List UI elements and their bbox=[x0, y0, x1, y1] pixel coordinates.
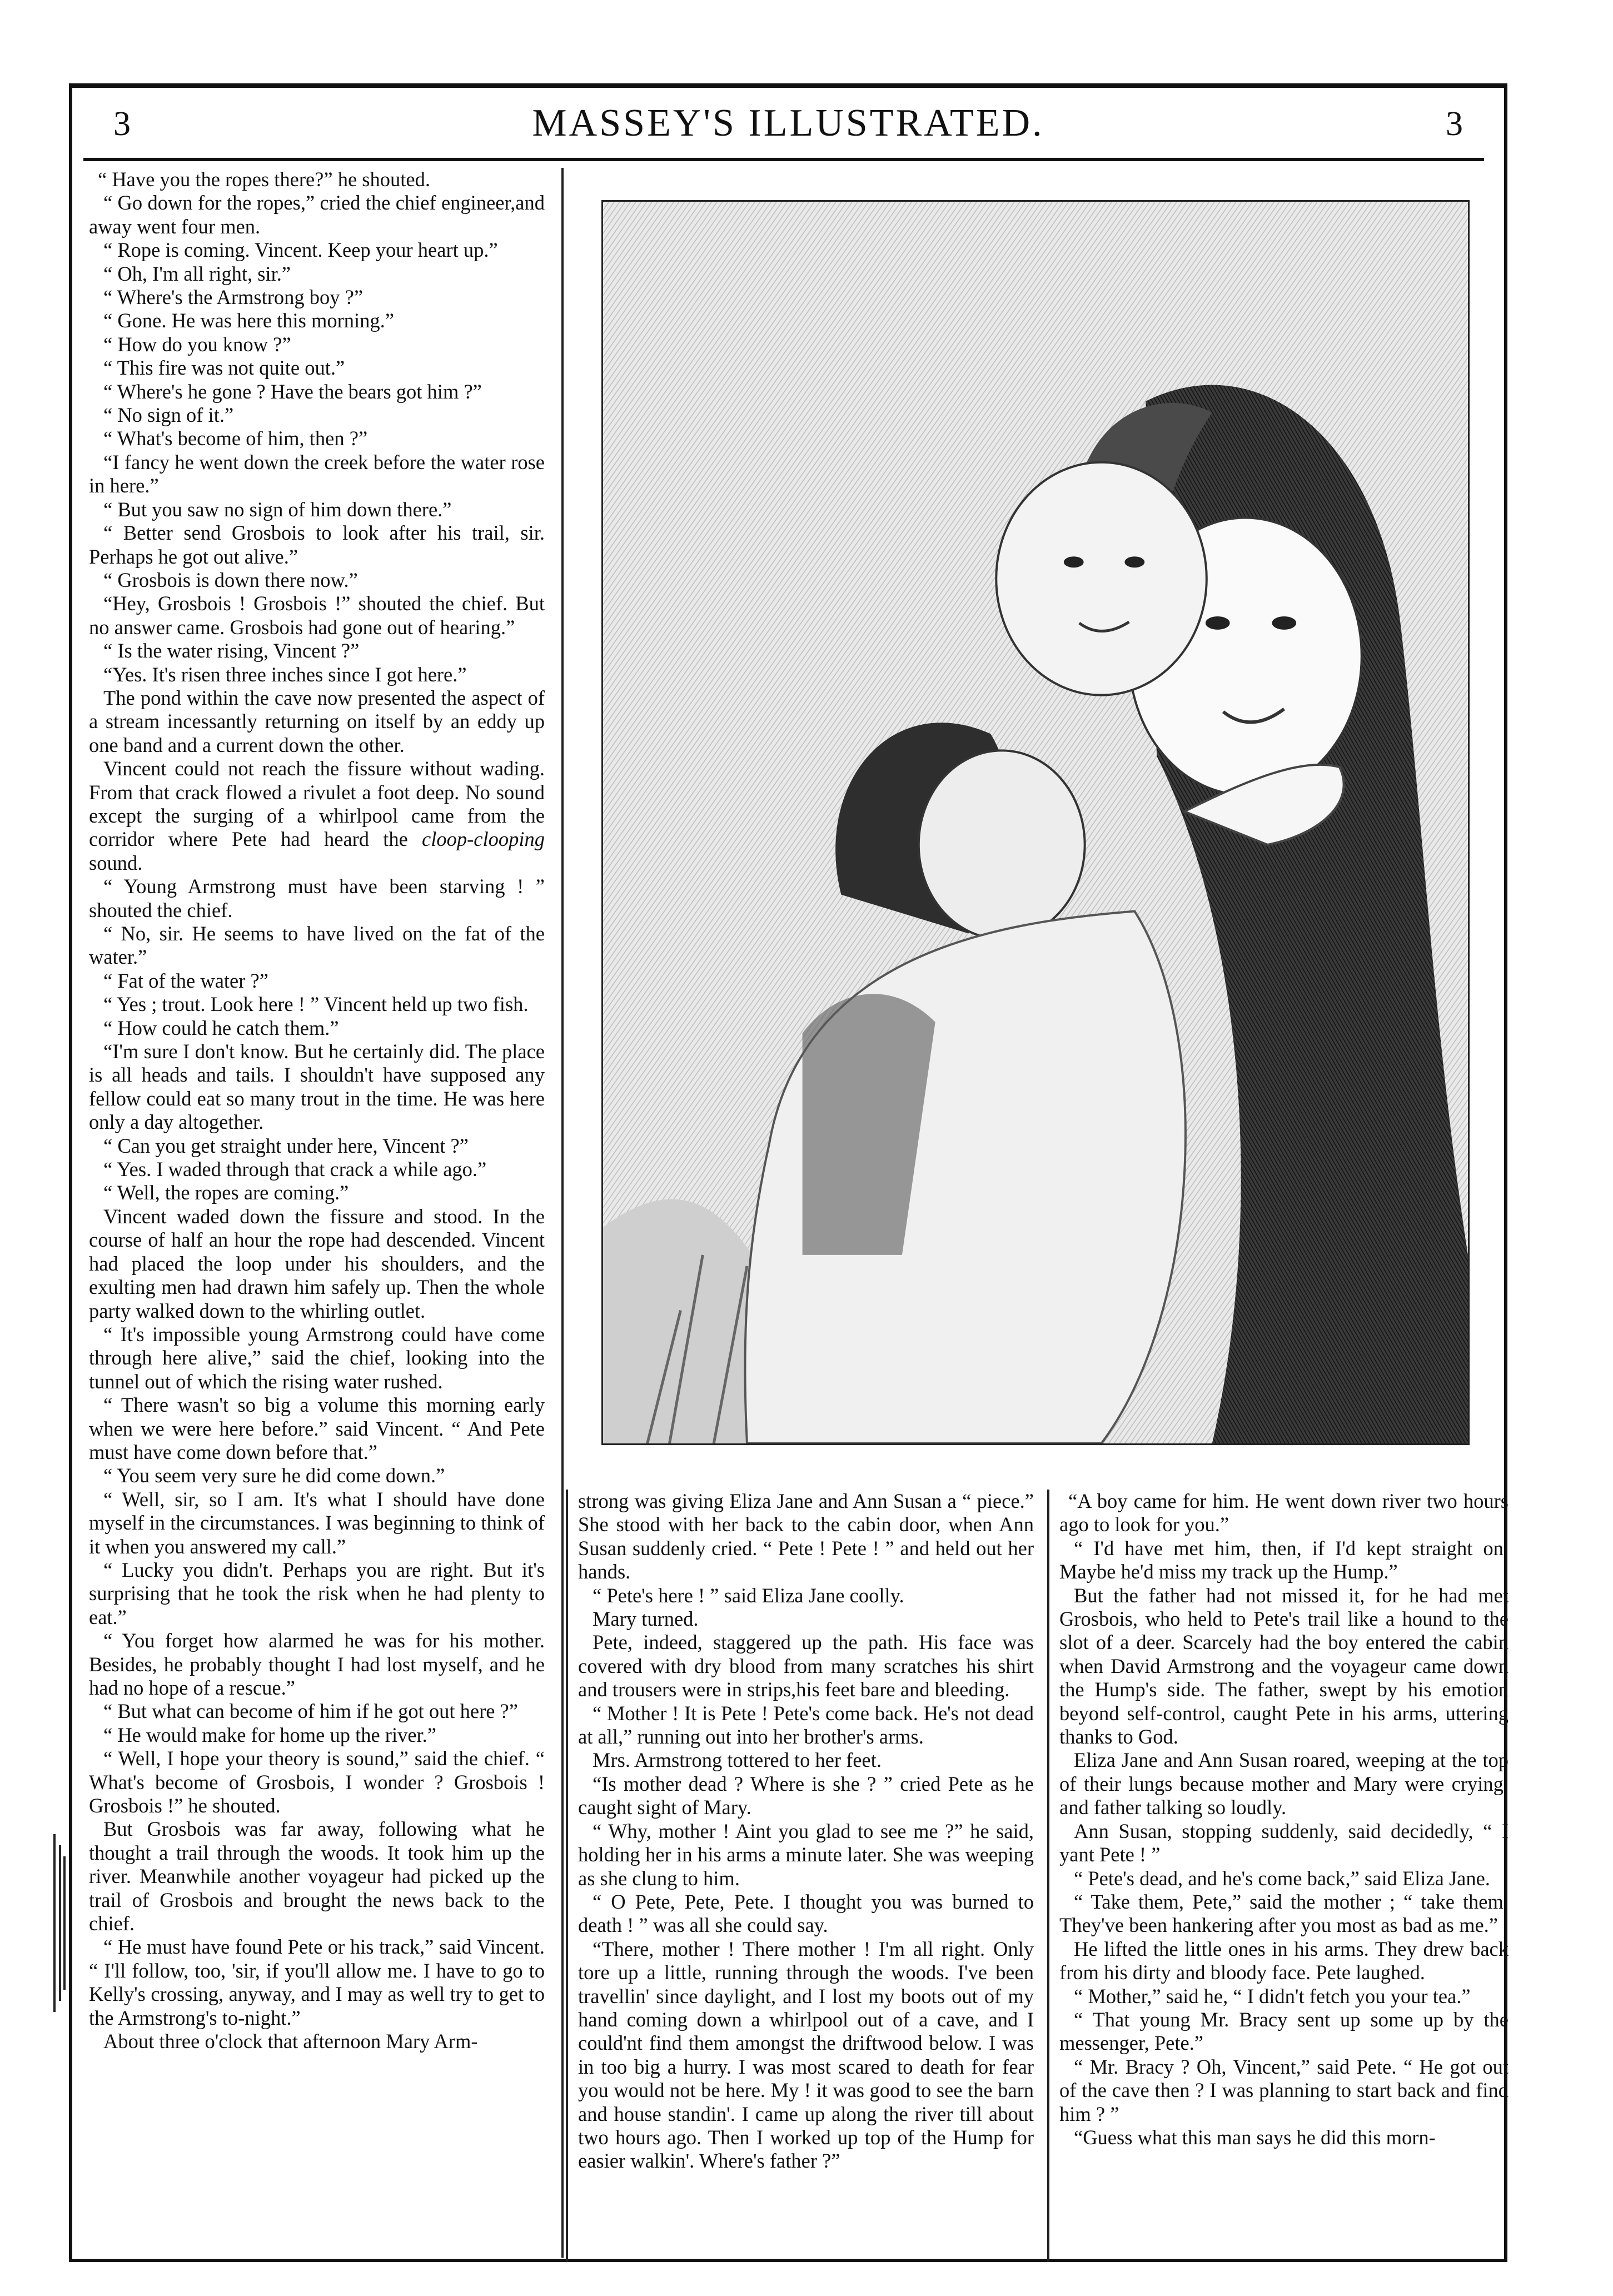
paragraph: “ Pete's here ! ” said Eliza Jane coolly. bbox=[593, 1583, 904, 1607]
page-number-right: 3 bbox=[1446, 105, 1463, 143]
paragraph: “ What's become of him, then ?” bbox=[103, 427, 368, 450]
page-number-left: 3 bbox=[113, 105, 131, 143]
column-rule-mid bbox=[566, 1490, 568, 2262]
paragraph: “A boy came for him. He went down river two hours ago to look for you.” bbox=[1059, 1490, 1509, 1536]
paragraph: “ How do you know ?” bbox=[103, 332, 291, 356]
paragraph: “ He must have found Pete or his track,” said Vincent. “ I'll follow, too, 'sir, if you'll allow me. I have to go to Kelly's crossing, anyway, and I may as well try to get to the Armstrong's to-night.” bbox=[89, 1935, 545, 2029]
right-text-column bbox=[1059, 1490, 1509, 2262]
paragraph: “ Oh, I'm all right, sir.” bbox=[103, 262, 291, 285]
paragraph: The pond within the cave now presented the aspect of a stream incessantly returning on itself by an eddy up one band and a current down the other. bbox=[89, 686, 545, 756]
paragraph: “ Mr. Bracy ? Oh, Vincent,” said Pete. “ He got out of the cave then ? I was planning to start back and find him ? ” bbox=[1059, 2055, 1509, 2125]
paragraph: “ Lucky you didn't. Perhaps you are right. But it's surprising that he took the risk when he had plenty to eat.” bbox=[89, 1558, 545, 1628]
paragraph: “ Well, sir, so I am. It's what I should have done myself in the circumstances. I was beginning to think of it when you answered my call.” bbox=[89, 1487, 545, 1558]
paragraph-with-italic bbox=[89, 757, 545, 875]
engraving-image bbox=[603, 202, 1468, 1443]
paragraph: “Hey, Grosbois ! Grosbois !” shouted the chief. But no answer came. Grosbois had gone out of hearing.” bbox=[89, 592, 545, 639]
paragraph: “ But you saw no sign of him down there.” bbox=[103, 497, 452, 521]
paragraph: Pete, indeed, staggered up the path. His face was covered with dry blood from many scratches his shirt and trousers were in strips,his feet bare and bleeding. bbox=[578, 1631, 1034, 1701]
paragraph: “ Take them, Pete,” said the mother ; “ take them. They've been hankering after you most as bad as me.” bbox=[1059, 1890, 1509, 1937]
paragraph: But Grosbois was far away, following what he thought a trail through the woods. It took him up the river. Meanwhile another voyageur had picked up the trail of Grosbois and brought the news back to the chief. bbox=[89, 1817, 545, 1935]
paragraph: About three o'clock that afternoon Mary Arm- bbox=[103, 2030, 478, 2053]
paragraph: strong was giving Eliza Jane and Ann Susan a “ piece.” She stood with her back to the cabin door, when Ann Susan suddenly cried. “ Pete ! Pete ! ” and held out her hands. bbox=[578, 1490, 1034, 1583]
illustration-three-children bbox=[601, 200, 1470, 1445]
paragraph-text: Vincent could not reach the fissure without wading. From that crack flowed a rivulet a foot deep. No sound except the surging of a whirlpool came from the corridor where Pete had heard the bbox=[89, 757, 545, 851]
paragraph: “ Yes ; trout. Look here ! ” Vincent held up two fish. bbox=[103, 993, 529, 1016]
paragraph: “I'm sure I don't know. But he certainly did. The place is all heads and tails. I shouldn't have supposed any fellow could eat so many trout in the time. He was here only a day altogether. bbox=[89, 1040, 545, 1134]
paragraph: “ No sign of it.” bbox=[103, 404, 234, 427]
paragraph: Ann Susan, stopping suddenly, said decidedly, “ I yant Pete ! ” bbox=[1059, 1819, 1509, 1866]
masthead-title: MASSEY'S ILLUSTRATED. bbox=[532, 102, 1044, 145]
page-header bbox=[69, 93, 1507, 155]
paragraph: “There, mother ! There mother ! I'm all right. Only tore up a little, running through the woods. I've been travellin' since daylight, and I lost my boots out of my hand coming down a whirlpool out of a cave, and I could'nt find them amongst the driftwood below. I was in too big a hurry. I was most scared to death for fear you would not be here. My ! it was good to see the barn and house standin'. I came up along the river till about two hours ago. Then I worked up top of the Hump for easier walkin'. Where's father ?” bbox=[578, 1937, 1034, 2173]
paragraph: “ He would make for home up the river.” bbox=[103, 1723, 437, 1746]
paragraph: “ Yes. I waded through that crack a while ago.” bbox=[103, 1158, 487, 1181]
paragraph: “I fancy he went down the creek before the water rose in here.” bbox=[89, 450, 545, 497]
paragraph: “ Well, I hope your theory is sound,” said the chief. “ What's become of Grosbois, I wonder ? Grosbois ! Grosbois !” he shouted. bbox=[89, 1747, 545, 1817]
paragraph: “ That young Mr. Bracy sent up some up by the messenger, Pete.” bbox=[1059, 2008, 1509, 2055]
italic-phrase: cloop-clooping bbox=[422, 828, 545, 851]
paragraph: Eliza Jane and Ann Susan roared, weeping at the top of their lungs because mother and Mary were crying, and father talking so loudly. bbox=[1059, 1749, 1509, 1819]
paragraph: “ How could he catch them.” bbox=[103, 1016, 339, 1039]
paragraph: “ Grosbois is down there now.” bbox=[103, 568, 358, 591]
paragraph: “ You forget how alarmed he was for his mother. Besides, he probably thought I had lost myself, and he had no hope of a rescue.” bbox=[89, 1629, 545, 1699]
paragraph: “Is mother dead ? Where is she ? ” cried Pete as he caught sight of Mary. bbox=[578, 1772, 1034, 1819]
paragraph: “ There wasn't so big a volume this morning early when we were here before.” said Vincent. “ And Pete must have come down before that.” bbox=[89, 1393, 545, 1463]
paragraph: “Yes. It's risen three inches since I got here.” bbox=[103, 663, 467, 686]
paragraph: “ Rope is coming. Vincent. Keep your heart up.” bbox=[103, 238, 498, 262]
paragraph: “ Mother ! It is Pete ! Pete's come back. He's not dead at all,” running out into her brother's arms. bbox=[578, 1701, 1034, 1749]
column-rule-right bbox=[1047, 1490, 1049, 2262]
paragraph: “ No, sir. He seems to have lived on the fat of the water.” bbox=[89, 922, 545, 969]
paragraph: “ Gone. He was here this morning.” bbox=[103, 309, 395, 332]
paragraph-tail: sound. bbox=[89, 851, 143, 874]
paragraph: “ Mother,” said he, “ I didn't fetch you your tea.” bbox=[1074, 1984, 1471, 2008]
left-text-column bbox=[89, 168, 545, 2258]
margin-bracket-mark bbox=[51, 1834, 67, 2012]
paragraph: “ You seem very sure he did come down.” bbox=[103, 1464, 445, 1487]
column-rule-left bbox=[561, 168, 564, 2258]
paragraph: “ Is the water rising, Vincent ?” bbox=[103, 639, 360, 663]
paragraph: “ Where's he gone ? Have the bears got him ?” bbox=[103, 380, 482, 403]
paragraph: Mrs. Armstrong tottered to her feet. bbox=[593, 1749, 882, 1772]
child-left-face bbox=[919, 750, 1085, 939]
paragraph: “ Why, mother ! Aint you glad to see me ?” he said, holding her in his arms a minute later. She was weeping as she clung to him. bbox=[578, 1819, 1034, 1890]
paragraph: “ Fat of the water ?” bbox=[103, 969, 268, 992]
boy-face-top bbox=[996, 462, 1207, 695]
paragraph: Mary turned. bbox=[593, 1607, 699, 1631]
paragraph: “ Pete's dead, and he's come back,” said Eliza Jane. bbox=[1074, 1866, 1490, 1890]
paragraph: “ Well, the ropes are coming.” bbox=[103, 1181, 349, 1204]
paragraph: “Guess what this man says he did this morn- bbox=[1074, 2125, 1436, 2149]
paragraph: He lifted the little ones in his arms. They drew back from his dirty and bloody face. Pete laughed. bbox=[1059, 1937, 1509, 1984]
paragraph: Vincent waded down the fissure and stood. In the course of half an hour the rope had descended. Vincent had placed the loop under his shoulders, and the exulting men had drawn him safely up. Then the whole party walked down to the whirling outlet. bbox=[89, 1204, 545, 1322]
paragraph: “ This fire was not quite out.” bbox=[103, 356, 345, 380]
header-rule bbox=[83, 158, 1484, 161]
paragraph: “ I'd have met him, then, if I'd kept straight on. Maybe he'd miss my track up the Hump.” bbox=[1059, 1536, 1509, 1583]
paragraph: “ But what can become of him if he got out here ?” bbox=[103, 1700, 518, 1723]
middle-text-column bbox=[578, 1490, 1034, 2262]
paragraph: “ Go down for the ropes,” cried the chief engineer,and away went four men. bbox=[89, 191, 545, 238]
paragraph: But the father had not missed it, for he had met Grosbois, who held to Pete's trail like a hound to the slot of a deer. Scarcely had the boy entered the cabin when David Armstrong and the voyageur came down the Hump's side. The father, swept by his emotion beyond self-control, caught Pete in his arms, uttering thanks to God. bbox=[1059, 1583, 1509, 1749]
paragraph: “ Can you get straight under here, Vincent ?” bbox=[103, 1134, 469, 1157]
paragraph: “ It's impossible young Armstrong could have come through here alive,” said the chief, looking into the tunnel out of which the rising water rushed. bbox=[89, 1322, 545, 1393]
paragraph: “ Young Armstrong must have been starving ! ” shouted the chief. bbox=[89, 875, 545, 922]
paragraph: “ Where's the Armstrong boy ?” bbox=[103, 286, 364, 309]
paragraph: “ O Pete, Pete, Pete. I thought you was burned to death ! ” was all she could say. bbox=[578, 1890, 1034, 1937]
paragraph: “ Better send Grosbois to look after his trail, sir. Perhaps he got out alive.” bbox=[89, 521, 545, 568]
paragraph: “ Have you the ropes there?” he shouted. bbox=[98, 168, 430, 191]
